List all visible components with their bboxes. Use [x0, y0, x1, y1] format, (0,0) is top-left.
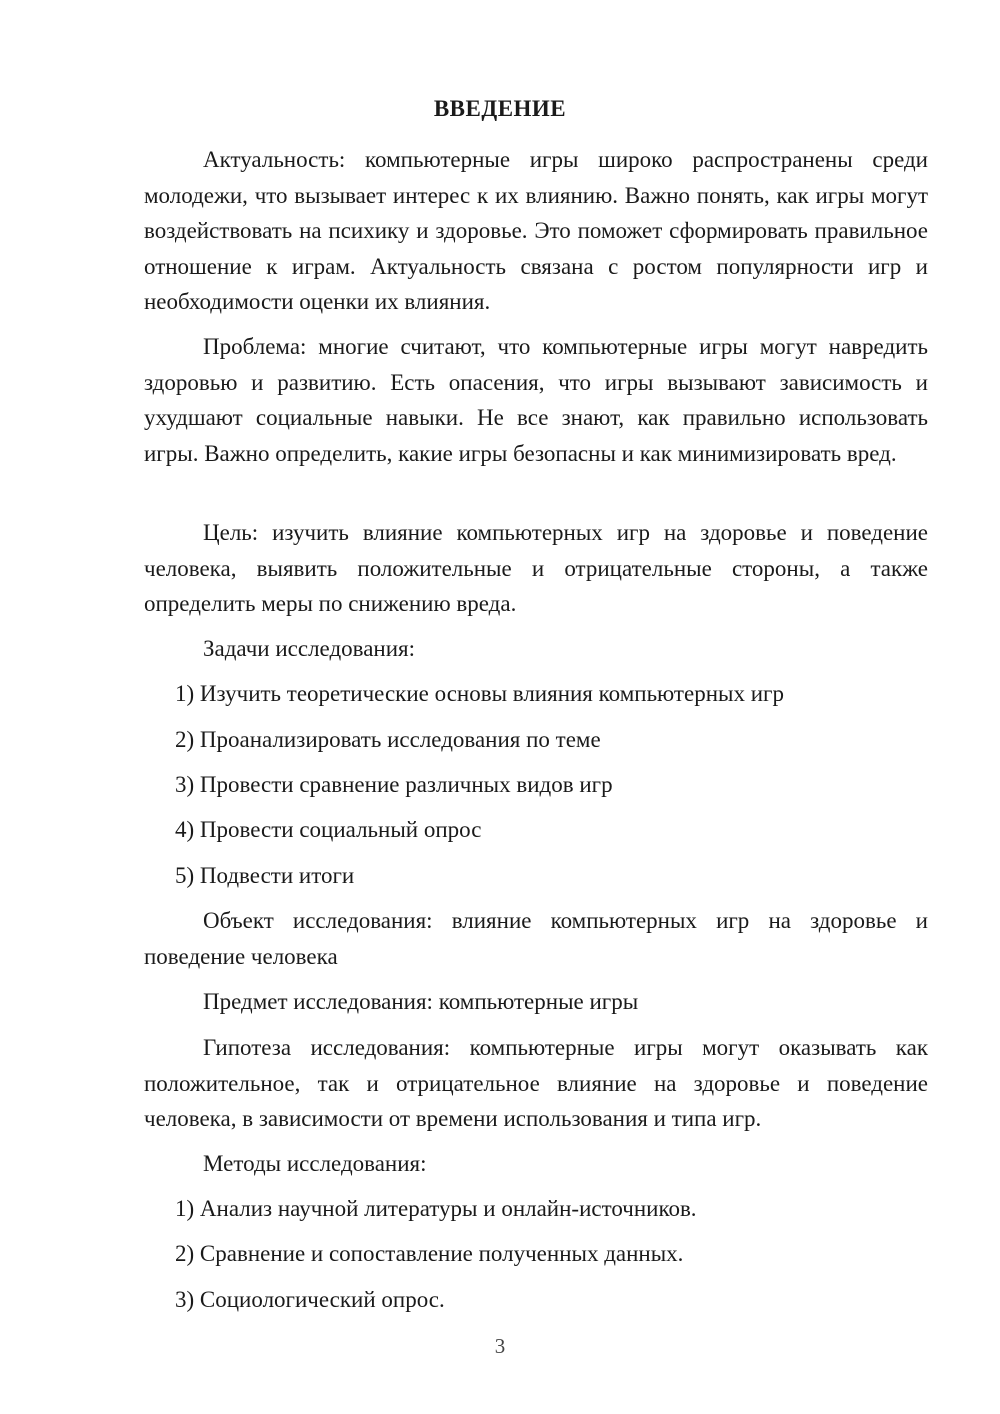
methods-heading: Методы исследования: [203, 1151, 427, 1176]
page-number: 3 [494, 1334, 506, 1358]
tasks-heading: Задачи исследования: [203, 636, 416, 661]
method-item-3: 3) Социологический опрос. [175, 1287, 445, 1312]
section-title: ВВЕДЕНИЕ [433, 96, 567, 121]
task-item-2: 2) Проанализировать исследования по теме [175, 727, 601, 752]
method-item-2: 2) Сравнение и сопоставление полученных данных. [175, 1241, 684, 1266]
hypothesis-paragraph: Гипотеза исследования: компьютерные игры могут оказывать как положительное, так и отрицательное влияние на здоровье и поведение человека, в зависимости от времени использования и типа игр. [144, 1035, 928, 1131]
object-paragraph: Объект исследования: влияние компьютерных игр на здоровье и поведение человека [144, 908, 928, 969]
relevance-paragraph: Актуальность: компьютерные игры широко распространены среди молодежи, что вызывает интерес к их влиянию. Важно понять, как игры могут воздействовать на психику и здоровье. Это поможет сформировать правильное отношение к играм. Актуальность связана с ростом популярности игр и необходимости оценки их влияния. [144, 147, 928, 314]
goal-paragraph: Цель: изучить влияние компьютерных игр на здоровье и поведение человека, выявить положительные и отрицательные стороны, а также определить меры по снижению вреда. [144, 520, 928, 616]
subject-paragraph: Предмет исследования: компьютерные игры [203, 989, 639, 1014]
task-item-3: 3) Провести сравнение различных видов игр [175, 772, 613, 797]
problem-paragraph: Проблема: многие считают, что компьютерные игры могут навредить здоровью и развитию. Есть опасения, что игры вызывают зависимость и ухудшают социальные навыки. Не все знают, как правильно использовать игры. Важно определить, какие игры безопасны и как минимизировать вред. [144, 334, 928, 466]
task-item-5: 5) Подвести итоги [175, 863, 355, 888]
method-item-1: 1) Анализ научной литературы и онлайн-источников. [175, 1196, 697, 1221]
task-item-1: 1) Изучить теоретические основы влияния компьютерных игр [175, 681, 784, 706]
task-item-4: 4) Провести социальный опрос [175, 817, 482, 842]
